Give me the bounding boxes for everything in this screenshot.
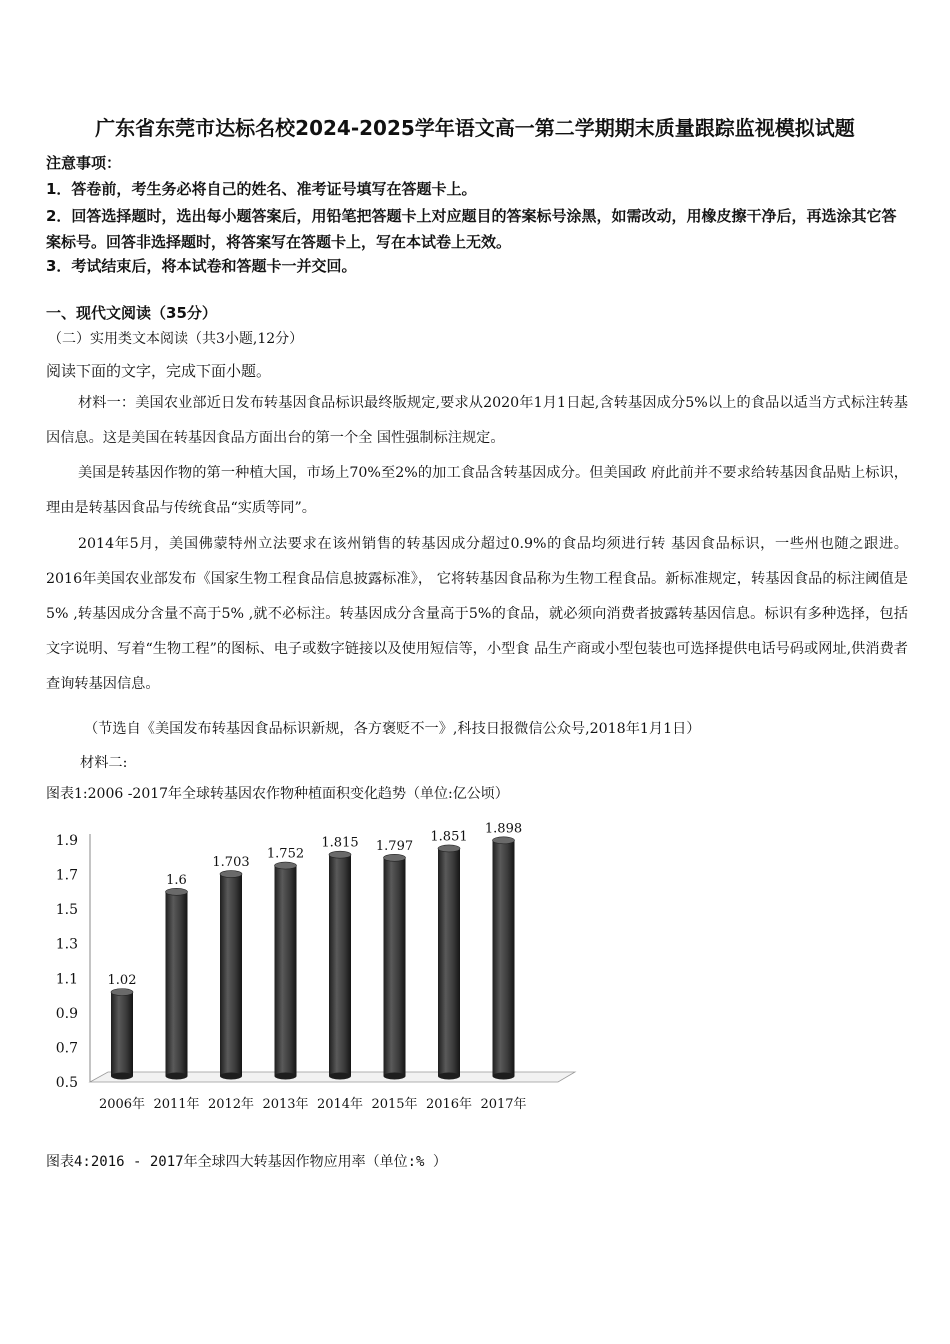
figure1-caption: 图表1:2006 -2017年全球转基因农作物种植面积变化趋势（单位:亿公顷） (46, 786, 509, 802)
category-labels (99, 1096, 527, 1112)
bar-base (275, 1073, 297, 1080)
category-label: 2012年 (207, 1097, 255, 1112)
category-label: 2014年 (316, 1097, 364, 1112)
material1-paragraph-1: 材料一：美国农业部近日发布转基因食品标识最终版规定,要求从2020年1月1日起,含转基因成分5%以上的食品以适当方式标注转基因信息。这是美国在转基因食品方面出台的第一个全 国性强制标注规定。 (46, 395, 908, 446)
area-bar-chart (40, 812, 580, 1117)
section-heading: 一、现代文阅读（35分） (46, 304, 217, 322)
figure4-caption: 图表4:2016 - 2017年全球四大转基因作物应用率（单位:% ） (46, 1154, 447, 1170)
bar-top (111, 989, 133, 996)
category-label: 2015年 (371, 1097, 418, 1112)
bar-base (111, 1073, 133, 1080)
material1-source: （节选自《美国发布转基因食品标识新规，各方褒贬不一》,科技日报微信公众号,2018年1月1日） (84, 721, 701, 737)
bar (329, 855, 351, 1076)
y-tick-label: 1.1 (55, 971, 78, 988)
bar (220, 874, 242, 1076)
bar (275, 866, 297, 1076)
value-label: 1.752 (266, 846, 305, 862)
notice-item-2: 2．回答选择题时，选出每小题答案后，用铅笔把答题卡上对应题目的答案标号涂黑，如需改动，用橡皮擦干净后，再选涂其它答案标号。回答非选择题时，将答案写在答题卡上，写在本试卷上无效。 (46, 207, 897, 251)
value-label: 1.703 (212, 855, 250, 871)
page-title: 广东省东莞市达标名校2024-2025学年语文高一第二学期期末质量跟踪监视模拟试题 (95, 116, 855, 140)
bar-base (329, 1073, 351, 1080)
notice-heading: 注意事项： (46, 154, 122, 172)
bar-base (166, 1073, 188, 1080)
value-label: 1.898 (484, 821, 523, 837)
bar (166, 892, 188, 1076)
notice-item-1: 1．答卷前，考生务必将自己的姓名、准考证号填写在答题卡上。 (46, 180, 477, 198)
bar (111, 992, 133, 1076)
y-tick-label: 1.7 (55, 867, 78, 884)
bar-top (493, 837, 515, 844)
notice-item-3: 3．考试结束后，将本试卷和答题卡一并交回。 (46, 257, 357, 275)
material2-label: 材料二: (80, 755, 128, 771)
bar-top (329, 851, 351, 858)
y-tick-label: 0.7 (55, 1040, 78, 1057)
y-tick-label: 0.9 (55, 1005, 78, 1022)
bar-top (220, 871, 242, 878)
bar-top (275, 862, 297, 869)
y-tick-label: 1.3 (55, 936, 78, 953)
bar-base (220, 1073, 242, 1080)
category-label: 2016年 (425, 1097, 473, 1112)
material1-paragraph-3: 2014年5月，美国佛蒙特州立法要求在该州销售的转基因成分超过0.9%的食品均须进行转 基因食品标识，一些州也随之跟进。2016年美国农业部发布《国家生物工程食品信息披露标准》， 它将转基因食品称为生物工程食品。新标准规定，转基因食品的标注阈值是5% ,转基因成分含量不高于5% ,就不必标注。转基因成分含量高于5%的食品，就必须向消费者披露转基因信息。标识有多种选择，包括文字说明、写着“生物工程”的图标、电子或数字链接以及使用短信等，小型食 品生产商或小型包装也可选择提供电话号码或网址,供消费者查询转基因信息。 (46, 536, 908, 692)
reading-instruction: 阅读下面的文字，完成下面小题。 (46, 362, 272, 380)
bar (493, 840, 515, 1076)
value-label: 1.851 (430, 829, 468, 845)
y-tick-labels (56, 833, 78, 1091)
value-label: 1.797 (375, 838, 414, 854)
bar-base (493, 1073, 515, 1080)
value-label: 1.02 (107, 973, 137, 989)
category-label: 2006年 (98, 1097, 146, 1112)
y-tick-label: 1.9 (55, 833, 78, 849)
bar-base (384, 1073, 406, 1080)
value-label: 1.815 (321, 835, 359, 851)
category-label: 2011年 (153, 1097, 200, 1112)
section-subheading: （二）实用类文本阅读（共3小题,12分） (48, 331, 304, 347)
bar (438, 848, 460, 1076)
bar-top (166, 888, 188, 895)
y-tick-label: 0.5 (55, 1075, 78, 1091)
bar-base (438, 1073, 460, 1080)
bar-top (384, 854, 406, 861)
bar-top (438, 845, 460, 852)
bar (384, 858, 406, 1076)
material1-paragraph-2: 美国是转基因作物的第一种植大国，市场上70%至2%的加工食品含转基因成分。但美国政 府此前并不要求给转基因食品贴上标识，理由是转基因食品与传统食品“实质等同”。 (46, 465, 908, 516)
value-label: 1.6 (166, 872, 187, 888)
y-tick-label: 1.5 (55, 902, 78, 919)
category-label: 2017年 (480, 1097, 527, 1112)
category-label: 2013年 (262, 1097, 309, 1112)
